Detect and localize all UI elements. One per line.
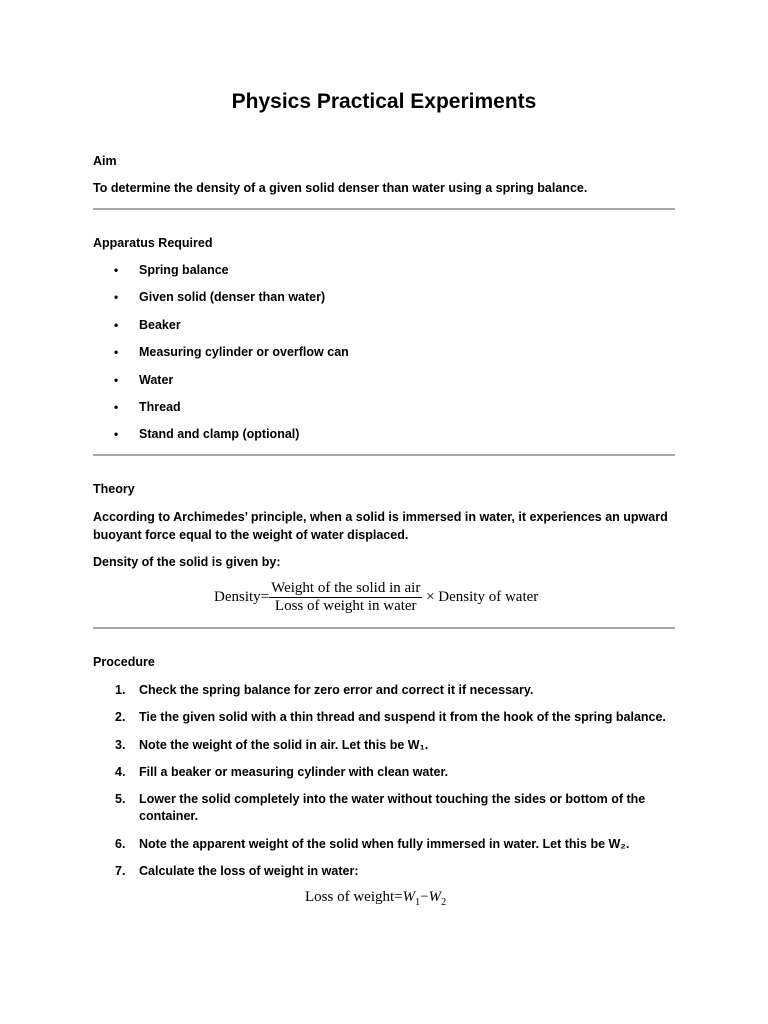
list-item bbox=[93, 426, 349, 453]
formula-sub2: 2 bbox=[441, 897, 447, 908]
formula-denominator: Loss of weight in water bbox=[274, 598, 417, 614]
formula-w2: W bbox=[428, 889, 442, 905]
theory-intro: Density of the solid is given by: bbox=[93, 555, 281, 569]
list-item bbox=[93, 836, 675, 853]
list-item bbox=[93, 289, 349, 316]
step-text: Note the weight of the solid in air. Let this be W₁. bbox=[139, 738, 429, 752]
step-number: 6. bbox=[115, 837, 126, 851]
list-item bbox=[93, 344, 349, 371]
formula-equals: = bbox=[260, 588, 270, 605]
list-item bbox=[93, 372, 349, 399]
formula-numerator: Weight of the solid in air bbox=[271, 580, 421, 596]
formula-lhs: Loss of weight bbox=[305, 889, 395, 905]
formula-times: × bbox=[426, 588, 435, 605]
list-item bbox=[93, 262, 349, 289]
formula-lhs: Density bbox=[214, 588, 261, 605]
procedure-heading: Procedure bbox=[93, 655, 155, 669]
formula-sub1: 1 bbox=[415, 897, 421, 908]
formula-fraction bbox=[269, 580, 422, 615]
step-text: Lower the solid completely into the water without touching the sides or bottom of the container. bbox=[139, 792, 646, 823]
section-divider bbox=[93, 627, 675, 629]
step-number: 3. bbox=[115, 738, 126, 752]
step-number: 1. bbox=[115, 683, 126, 697]
bullet-icon: • bbox=[114, 263, 119, 277]
step-number: 7. bbox=[115, 864, 126, 878]
apparatus-item: Given solid (denser than water) bbox=[139, 290, 326, 305]
bullet-icon: • bbox=[114, 399, 119, 414]
step-number: 5. bbox=[115, 792, 126, 806]
list-item bbox=[93, 317, 349, 344]
list-item bbox=[93, 791, 675, 825]
bullet-icon: • bbox=[114, 317, 119, 332]
theory-heading: Theory bbox=[93, 482, 135, 496]
formula-w1: W bbox=[402, 889, 416, 905]
list-item bbox=[93, 764, 675, 781]
list-item bbox=[93, 863, 675, 880]
list-item bbox=[93, 399, 349, 426]
step-number: 2. bbox=[115, 710, 126, 724]
apparatus-item: Thread bbox=[139, 399, 181, 414]
bullet-icon: • bbox=[114, 427, 119, 442]
bullet-icon: • bbox=[114, 345, 119, 360]
list-item bbox=[93, 737, 675, 754]
aim-text: To determine the density of a given solid denser than water using a spring balance. bbox=[93, 181, 588, 195]
apparatus-item: Stand and clamp (optional) bbox=[139, 427, 300, 442]
page-title: Physics Practical Experiments bbox=[231, 90, 537, 113]
step-text: Check the spring balance for zero error and correct it if necessary. bbox=[139, 683, 534, 697]
apparatus-list bbox=[93, 262, 349, 454]
density-formula bbox=[214, 580, 538, 615]
formula-equals: = bbox=[394, 889, 403, 905]
apparatus-heading: Apparatus Required bbox=[93, 236, 213, 250]
bullet-icon: • bbox=[114, 372, 119, 387]
step-number: 4. bbox=[115, 765, 126, 779]
section-divider bbox=[93, 208, 675, 210]
apparatus-item: Measuring cylinder or overflow can bbox=[139, 345, 349, 360]
apparatus-item: Water bbox=[139, 372, 174, 387]
list-item bbox=[93, 709, 675, 726]
step-text: Note the apparent weight of the solid when fully immersed in water. Let this be W₂. bbox=[139, 837, 630, 851]
apparatus-item: Spring balance bbox=[139, 263, 229, 277]
step-text: Fill a beaker or measuring cylinder with clean water. bbox=[139, 765, 449, 779]
step-text: Tie the given solid with a thin thread and suspend it from the hook of the spring balance. bbox=[139, 710, 666, 724]
section-divider bbox=[93, 454, 675, 456]
theory-text: According to Archimedes’ principle, when a solid is immersed in water, it experiences an upward buoyant force equal to the weight of water displaced. bbox=[93, 510, 668, 542]
list-item bbox=[93, 682, 675, 699]
formula-minus: − bbox=[420, 889, 429, 905]
bullet-icon: • bbox=[114, 290, 119, 305]
step-text: Calculate the loss of weight in water: bbox=[139, 864, 359, 878]
apparatus-item: Beaker bbox=[139, 317, 181, 332]
loss-of-weight-formula bbox=[305, 889, 446, 908]
aim-heading: Aim bbox=[93, 154, 117, 168]
formula-rhs: Density of water bbox=[438, 588, 539, 605]
